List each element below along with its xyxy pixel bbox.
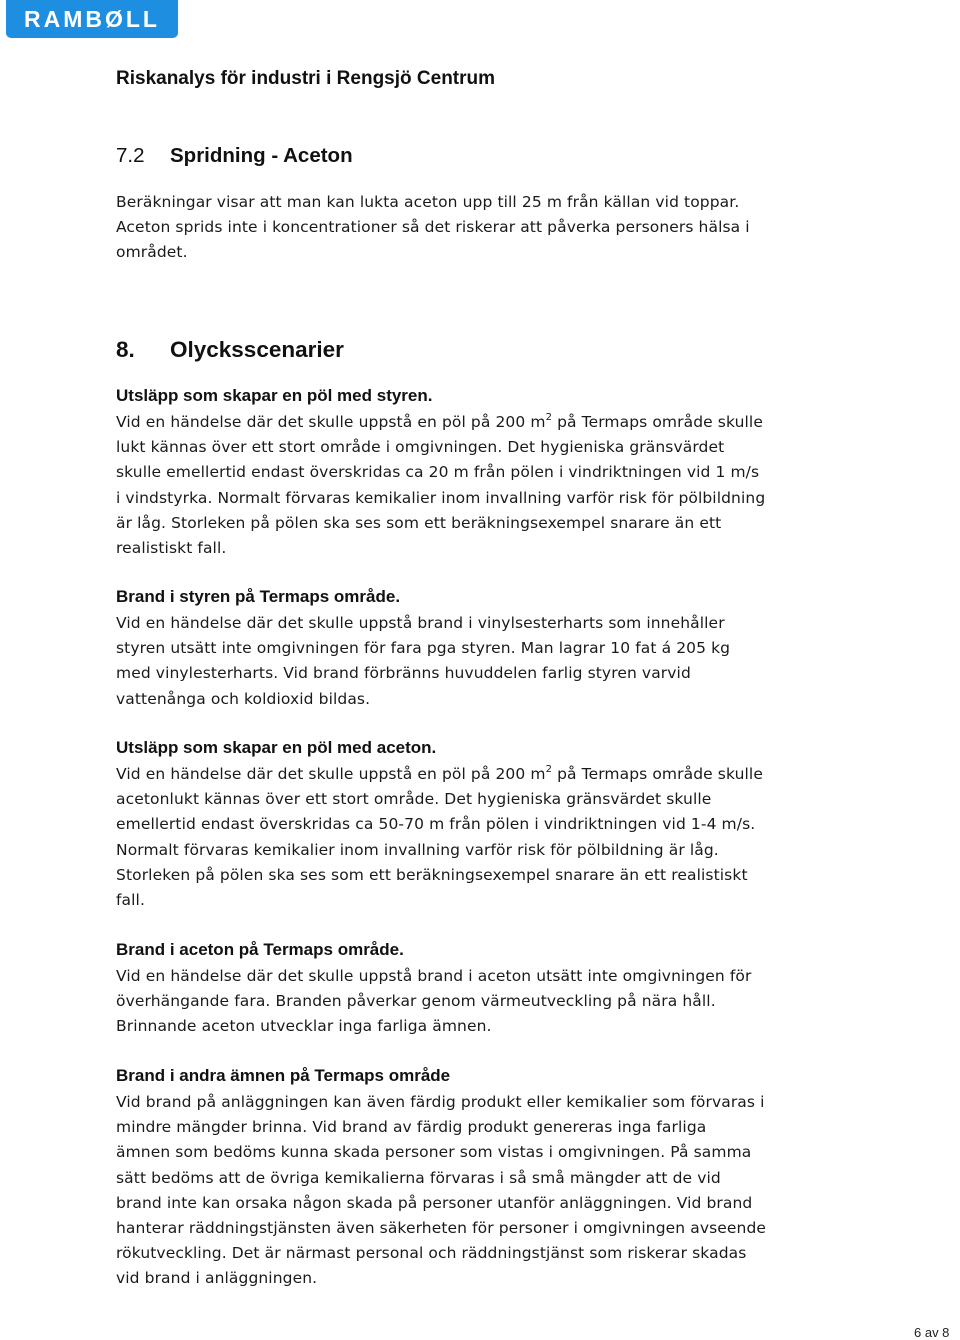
text-line: acetonlukt kännas över ett stort område. Det hygieniska gränsvärdet skulle (116, 790, 712, 809)
scenario-paragraph (116, 964, 846, 1040)
text-line: hanterar räddningstjänsten även säkerheten för personer i omgivningen avseende (116, 1219, 767, 1238)
text-line: med vinylesterharts. Vid brand förbränns huvuddelen farlig styren varvid (116, 664, 691, 683)
text-line: vattenånga och koldioxid bildas. (116, 689, 371, 708)
section-7-2-paragraph (116, 190, 846, 266)
text-line: i vindstyrka. Normalt förvaras kemikalier inom invallning varför risk för pölbildning (116, 488, 766, 507)
section-title: Olycksscenarier (170, 337, 344, 362)
scenario-paragraph (116, 410, 846, 561)
text-line: realistiskt fall. (116, 539, 227, 558)
section-number: 7.2 (116, 144, 145, 167)
text-line: sätt bedöms att de övriga kemikalierna förvaras i så små mängder att de vid (116, 1168, 721, 1187)
text-line: Vid en händelse där det skulle uppstå en pöl på 200 $m^2$ på Termaps område skulle (116, 412, 763, 431)
text-line: Aceton sprids inte i koncentrationer så det riskerar att påverka personers hälsa i (116, 218, 750, 237)
text-line: är låg. Storleken på pölen ska ses som ett beräkningsexempel snarare än ett (116, 513, 722, 532)
scenario-heading: Utsläpp som skapar en pöl med aceton. (116, 738, 437, 757)
text-line: brand inte kan orsaka någon skada på personer utanför anläggningen. Vid brand (116, 1193, 753, 1212)
text-line: styren utsätt inte omgivningen för fara pga styren. Man lagrar 10 fat á 205 kg (116, 639, 731, 658)
section-number: 8. (116, 337, 135, 362)
superscript: 2 (545, 412, 553, 423)
scenario-paragraph (116, 1090, 846, 1292)
text-line: vid brand i anläggningen. (116, 1269, 318, 1288)
company-logo: RAMBØLL (6, 0, 178, 38)
scenario-heading: Brand i andra ämnen på Termaps område (116, 1066, 451, 1085)
text-line: fall. (116, 891, 145, 910)
section-8-heading (116, 337, 344, 363)
text-line: området. (116, 243, 188, 262)
text-line: överhängande fara. Branden påverkar genom värmeutveckling på nära håll. (116, 992, 716, 1011)
scenario-heading: Brand i aceton på Termaps område. (116, 940, 404, 959)
document-title: Riskanalys för industri i Rengsjö Centrum (116, 68, 496, 89)
text-line: Vid brand på anläggningen kan även färdig produkt eller kemikalier som förvaras i (116, 1093, 765, 1111)
text-line: lukt kännas över ett stort område i omgivningen. Det hygieniska gränsvärdet (116, 438, 725, 457)
text-line: rökutveckling. Det är närmast personal och räddningstjänst som riskerar skadas (116, 1244, 747, 1263)
section-title: Spridning - Aceton (170, 144, 353, 167)
text-line: Normalt förvaras kemikalier inom invallning varför risk för pölbildning är låg. (116, 840, 719, 859)
scenario-paragraph (116, 762, 846, 913)
superscript: 2 (545, 764, 553, 775)
text-line: Vid en händelse där det skulle uppstå brand i vinylsesterharts som innehåller (116, 614, 725, 632)
text-line: mindre mängder brinna. Vid brand av färdig produkt genereras inga farliga (116, 1118, 707, 1137)
text-line: ämnen som bedöms kunna skada personer som vistas i omgivningen. På samma (116, 1143, 752, 1162)
section-7-2-heading (116, 144, 353, 168)
text-line: skulle emellertid endast överskridas ca 20 m från pölen i vindriktningen vid 1 m/s (116, 463, 760, 482)
text-line: Storleken på pölen ska ses som ett beräkningsexempel snarare än ett realistiskt (116, 865, 748, 884)
text-line: Vid en händelse där det skulle uppstå en pöl på 200 $m^2$ på Termaps område skulle (116, 764, 763, 783)
page-number: 6 av 8 (914, 1325, 950, 1340)
scenario-heading: Brand i styren på Termaps område. (116, 587, 401, 606)
text-line: Beräkningar visar att man kan lukta aceton upp till 25 m från källan vid toppar. (116, 193, 740, 211)
scenario-paragraph (116, 611, 846, 712)
text-line: Vid en händelse där det skulle uppstå brand i aceton utsätt inte omgivningen för (116, 967, 752, 985)
text-line: emellertid endast överskridas ca 50-70 m från pölen i vindriktningen vid 1-4 m/s. (116, 815, 756, 834)
scenario-heading: Utsläpp som skapar en pöl med styren. (116, 386, 433, 405)
text-line: Brinnande aceton utvecklar inga farliga ämnen. (116, 1017, 492, 1036)
